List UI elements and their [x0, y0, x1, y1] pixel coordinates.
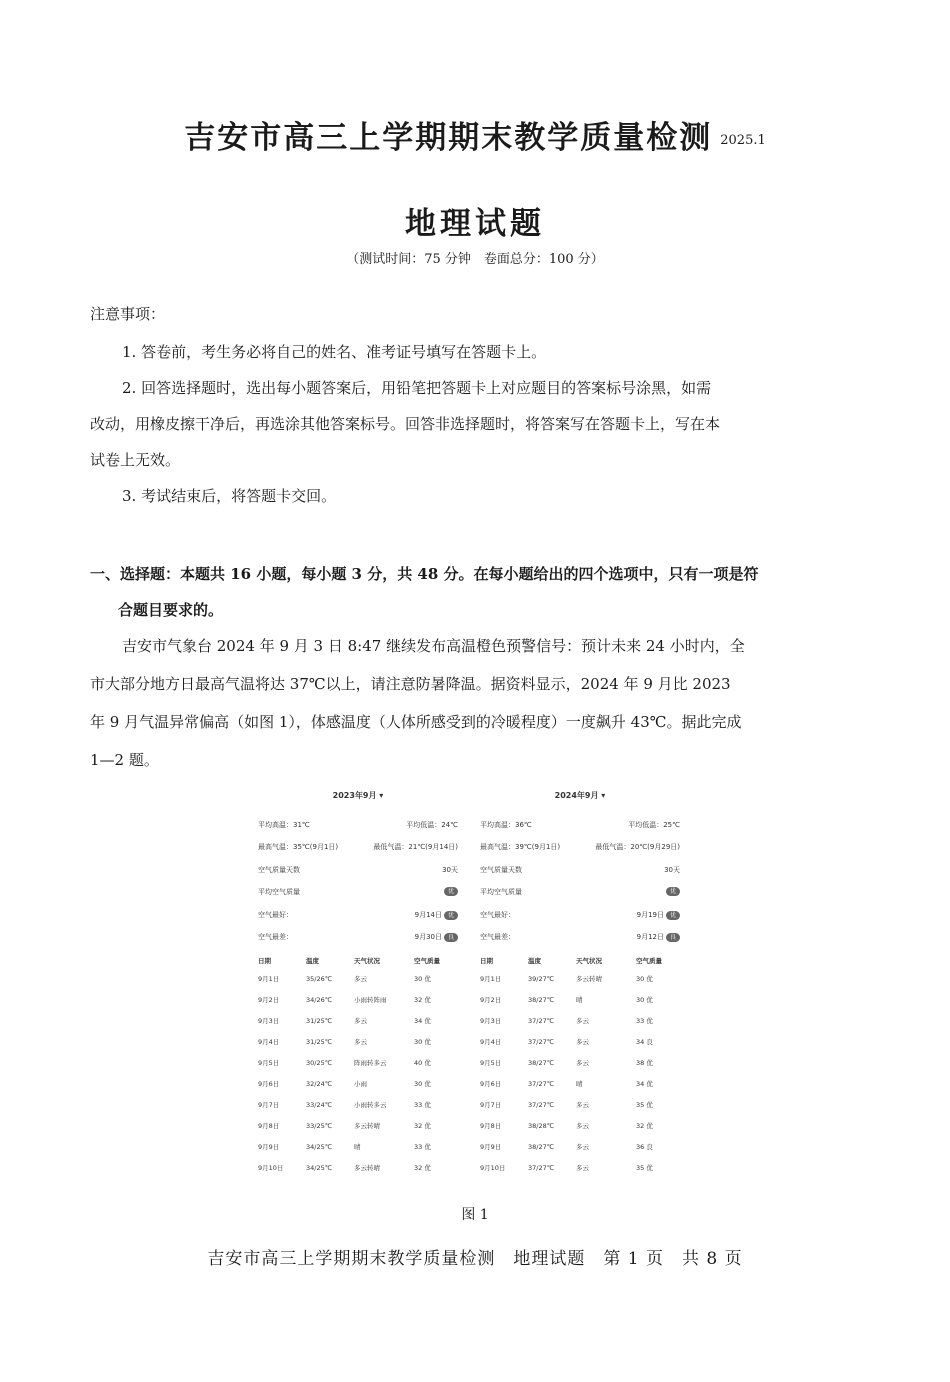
cell-temp: 37/27℃	[528, 1163, 555, 1172]
cell-date: 9月3日	[258, 1017, 280, 1025]
best-aq-label: 空气最好：	[258, 911, 293, 919]
cell-aq: 30 优	[414, 1080, 431, 1088]
worst-aq-badge: 良	[444, 933, 458, 942]
cell-weather: 多云	[354, 1038, 367, 1046]
avg-aq-label: 平均空气质量	[258, 888, 300, 896]
cell-weather: 多云	[576, 1017, 589, 1025]
avg-high: 平均高温：36℃	[480, 821, 532, 829]
worst-aq-date: 9月12日	[636, 933, 664, 941]
cell-date: 9月8日	[258, 1122, 280, 1130]
cell-temp: 37/27℃	[528, 1016, 555, 1025]
table-row	[480, 1115, 680, 1136]
table-row	[480, 1136, 680, 1157]
summary-row-extremes	[258, 842, 458, 856]
cell-temp: 38/28℃	[528, 1121, 555, 1130]
cell-aq: 30 优	[636, 975, 653, 983]
notice-item-3: 3. 考试结束后，将答题卡交回。	[122, 487, 337, 505]
min-low: 最低气温：20℃(9月29日)	[595, 843, 680, 851]
max-high: 最高气温：39℃(9月1日)	[480, 843, 561, 851]
aq-days-label: 空气质量天数	[258, 866, 300, 874]
cell-aq: 30 优	[636, 996, 653, 1004]
summary-row-avg-aq	[258, 887, 458, 901]
cell-date: 9月1日	[258, 975, 280, 983]
cell-aq: 34 优	[636, 1080, 653, 1088]
best-aq-badge: 优	[444, 911, 458, 920]
worst-aq-label: 空气最差：	[480, 933, 515, 941]
aq-days-value: 30天	[664, 866, 680, 874]
summary-row-aq-days	[258, 865, 458, 879]
table-row	[480, 1157, 680, 1178]
cell-date: 9月7日	[480, 1101, 502, 1109]
cell-date: 9月6日	[258, 1080, 280, 1088]
cell-aq: 34 优	[414, 1017, 431, 1025]
figure-1	[258, 786, 678, 1182]
figure-caption: 图 1	[461, 1207, 489, 1223]
notice-item-1: 1. 答卷前，考生务必将自己的姓名、准考证号填写在答题卡上。	[122, 343, 547, 361]
cell-weather: 晴	[576, 996, 583, 1004]
cell-aq: 35 优	[636, 1164, 653, 1172]
cell-weather: 多云	[576, 1101, 589, 1109]
worst-aq-label: 空气最差：	[258, 933, 293, 941]
passage-line-2: 市大部分地方日最高气温将达 37℃以上，请注意防暑降温。据资料显示，2024 年 9 月比 2023	[90, 675, 731, 693]
cell-weather: 多云转晴	[354, 1164, 380, 1172]
aq-days-value: 30天	[442, 866, 458, 874]
avg-low: 平均低温：24℃	[406, 821, 458, 829]
passage-line-1: 吉安市气象台 2024 年 9 月 3 日 8:47 继续发布高温橙色预警信号：预计未来 24 小时内，全	[122, 637, 745, 655]
cell-weather: 多云	[354, 1017, 367, 1025]
cell-date: 9月7日	[258, 1101, 280, 1109]
cell-temp: 34/26℃	[306, 995, 333, 1004]
cell-temp: 31/25℃	[306, 1037, 333, 1046]
exam-title-text: 吉安市高三上学期期末教学质量检测	[184, 120, 713, 156]
table-row	[258, 1157, 458, 1178]
table-row	[480, 1052, 680, 1073]
cell-weather: 晴	[576, 1080, 583, 1088]
min-low: 最低气温：21℃(9月14日)	[373, 843, 458, 851]
cell-aq: 38 优	[636, 1059, 653, 1067]
best-aq-date: 9月14日	[414, 911, 442, 919]
cell-weather: 小雨转多云	[354, 1101, 387, 1109]
cell-date: 9月4日	[480, 1038, 502, 1046]
cell-weather: 多云	[576, 1143, 589, 1151]
cell-weather: 多云	[576, 1122, 589, 1130]
summary-row-extremes	[480, 842, 680, 856]
notice-item-2-line-3: 试卷上无效。	[90, 451, 181, 469]
table-row	[258, 1094, 458, 1115]
best-aq-label: 空气最好：	[480, 911, 515, 919]
avg-high: 平均高温：31℃	[258, 821, 310, 829]
table-header-row	[480, 952, 680, 968]
cell-date: 9月2日	[258, 996, 280, 1004]
col-aq: 空气质量	[636, 956, 662, 965]
cell-weather: 阵雨转多云	[354, 1059, 387, 1067]
weather-table-2024	[480, 952, 680, 1178]
cell-weather: 多云	[576, 1164, 589, 1172]
cell-temp: 33/25℃	[306, 1121, 333, 1130]
cell-aq: 34 良	[636, 1038, 653, 1046]
summary-row-temps	[258, 820, 458, 834]
table-row	[480, 989, 680, 1010]
exam-title	[0, 112, 950, 157]
max-high: 最高气温：35℃(9月1日)	[258, 843, 339, 851]
passage-line-4: 1—2 题。	[90, 751, 159, 769]
cell-date: 9月6日	[480, 1080, 502, 1088]
cell-aq: 35 优	[636, 1101, 653, 1109]
col-weather: 天气状况	[354, 956, 380, 965]
cell-date: 9月10日	[480, 1164, 506, 1172]
best-aq-badge: 优	[666, 911, 680, 920]
table-row	[480, 1073, 680, 1094]
passage-line-3: 年 9 月气温异常偏高（如图 1），体感温度（人体所感受到的冷暖程度）一度飙升 43℃。据此完成	[90, 713, 742, 731]
cell-weather: 多云转晴	[576, 975, 602, 983]
table-row	[480, 1094, 680, 1115]
cell-weather: 小雨转阵雨	[354, 996, 387, 1004]
table-row	[258, 1115, 458, 1136]
aq-days-label: 空气质量天数	[480, 866, 522, 874]
cell-temp: 32/24℃	[306, 1079, 333, 1088]
section-heading-line-2: 合题目要求的。	[118, 601, 224, 619]
cell-temp: 38/27℃	[528, 995, 555, 1004]
notice-item-2-line-2: 改动，用橡皮擦干净后，再选涂其他答案标号。回答非选择题时，将答案写在答题卡上，写在本	[90, 415, 721, 433]
col-weather: 天气状况	[576, 956, 602, 965]
cell-temp: 34/25℃	[306, 1142, 333, 1151]
panel-title-2023[interactable]: 2023年9月 ▾	[332, 791, 384, 800]
page-footer: 吉安市高三上学期期末教学质量检测 地理试题 第 1 页 共 8 页	[207, 1249, 743, 1269]
summary-row-worst-aq	[480, 932, 680, 946]
cell-weather: 多云	[576, 1059, 589, 1067]
table-row	[258, 1073, 458, 1094]
cell-date: 9月3日	[480, 1017, 502, 1025]
cell-aq: 33 优	[414, 1101, 431, 1109]
notice-item-2-line-1: 2. 回答选择题时，选出每小题答案后，用铅笔把答题卡上对应题目的答案标号涂黑，如需	[122, 379, 712, 397]
cell-weather: 小雨	[354, 1080, 367, 1088]
summary-row-best-aq	[258, 910, 458, 924]
cell-aq: 40 优	[414, 1059, 431, 1067]
table-row	[258, 1136, 458, 1157]
cell-date: 9月4日	[258, 1038, 280, 1046]
cell-aq: 33 优	[414, 1143, 431, 1151]
cell-temp: 35/26℃	[306, 974, 333, 983]
weather-panel-2023	[258, 786, 458, 1182]
cell-temp: 31/25℃	[306, 1016, 333, 1025]
cell-aq: 32 优	[636, 1122, 653, 1130]
table-row	[258, 1010, 458, 1031]
table-header-row	[258, 952, 458, 968]
cell-date: 9月5日	[480, 1059, 502, 1067]
table-row	[480, 968, 680, 989]
cell-temp: 39/27℃	[528, 974, 555, 983]
cell-aq: 32 优	[414, 996, 431, 1004]
cell-date: 9月2日	[480, 996, 502, 1004]
subject-title: 地理试题	[405, 206, 545, 242]
avg-low: 平均低温：25℃	[628, 821, 680, 829]
summary-row-aq-days	[480, 865, 680, 879]
cell-aq: 33 优	[636, 1017, 653, 1025]
section-heading-line-1: 一、选择题：本题共 16 小题，每小题 3 分，共 48 分。在每小题给出的四个选项中，只有一项是符	[90, 565, 759, 583]
cell-weather: 晴	[354, 1143, 361, 1151]
col-date: 日期	[480, 956, 493, 965]
worst-aq-badge: 良	[666, 933, 680, 942]
summary-row-avg-aq	[480, 887, 680, 901]
cell-temp: 37/27℃	[528, 1079, 555, 1088]
cell-temp: 33/24℃	[306, 1100, 333, 1109]
summary-row-best-aq	[480, 910, 680, 924]
cell-temp: 30/25℃	[306, 1058, 333, 1067]
col-temp: 温度	[528, 956, 541, 965]
avg-aq-badge: 优	[666, 887, 680, 896]
cell-date: 9月9日	[480, 1143, 502, 1151]
avg-aq-badge: 优	[444, 887, 458, 896]
col-date: 日期	[258, 956, 271, 965]
summary-row-worst-aq	[258, 932, 458, 946]
cell-aq: 32 优	[414, 1122, 431, 1130]
weather-table-2023	[258, 952, 458, 1178]
table-row	[480, 1010, 680, 1031]
col-temp: 温度	[306, 956, 319, 965]
cell-temp: 38/27℃	[528, 1142, 555, 1151]
cell-date: 9月9日	[258, 1143, 280, 1151]
best-aq-date: 9月19日	[636, 911, 664, 919]
exam-date: 2025.1	[720, 133, 766, 148]
cell-temp: 34/25℃	[306, 1163, 333, 1172]
notice-heading: 注意事项：	[90, 305, 166, 323]
panel-title-2024[interactable]: 2024年9月 ▾	[554, 791, 606, 800]
exam-info: （测试时间：75 分钟 卷面总分：100 分）	[346, 252, 604, 267]
cell-weather: 多云转晴	[354, 1122, 380, 1130]
cell-temp: 37/27℃	[528, 1100, 555, 1109]
cell-aq: 30 优	[414, 1038, 431, 1046]
weather-panel-2024	[480, 786, 680, 1182]
cell-date: 9月5日	[258, 1059, 280, 1067]
summary-row-temps	[480, 820, 680, 834]
cell-temp: 37/27℃	[528, 1037, 555, 1046]
cell-aq: 36 良	[636, 1143, 653, 1151]
table-row	[258, 989, 458, 1010]
col-aq: 空气质量	[414, 956, 440, 965]
cell-aq: 32 优	[414, 1164, 431, 1172]
table-row	[480, 1031, 680, 1052]
table-row	[258, 968, 458, 989]
table-row	[258, 1031, 458, 1052]
cell-aq: 30 优	[414, 975, 431, 983]
cell-temp: 38/27℃	[528, 1058, 555, 1067]
worst-aq-date: 9月30日	[414, 933, 442, 941]
avg-aq-label: 平均空气质量	[480, 888, 522, 896]
cell-date: 9月1日	[480, 975, 502, 983]
cell-weather: 多云	[576, 1038, 589, 1046]
cell-date: 9月8日	[480, 1122, 502, 1130]
cell-weather: 多云	[354, 975, 367, 983]
cell-date: 9月10日	[258, 1164, 284, 1172]
table-row	[258, 1052, 458, 1073]
